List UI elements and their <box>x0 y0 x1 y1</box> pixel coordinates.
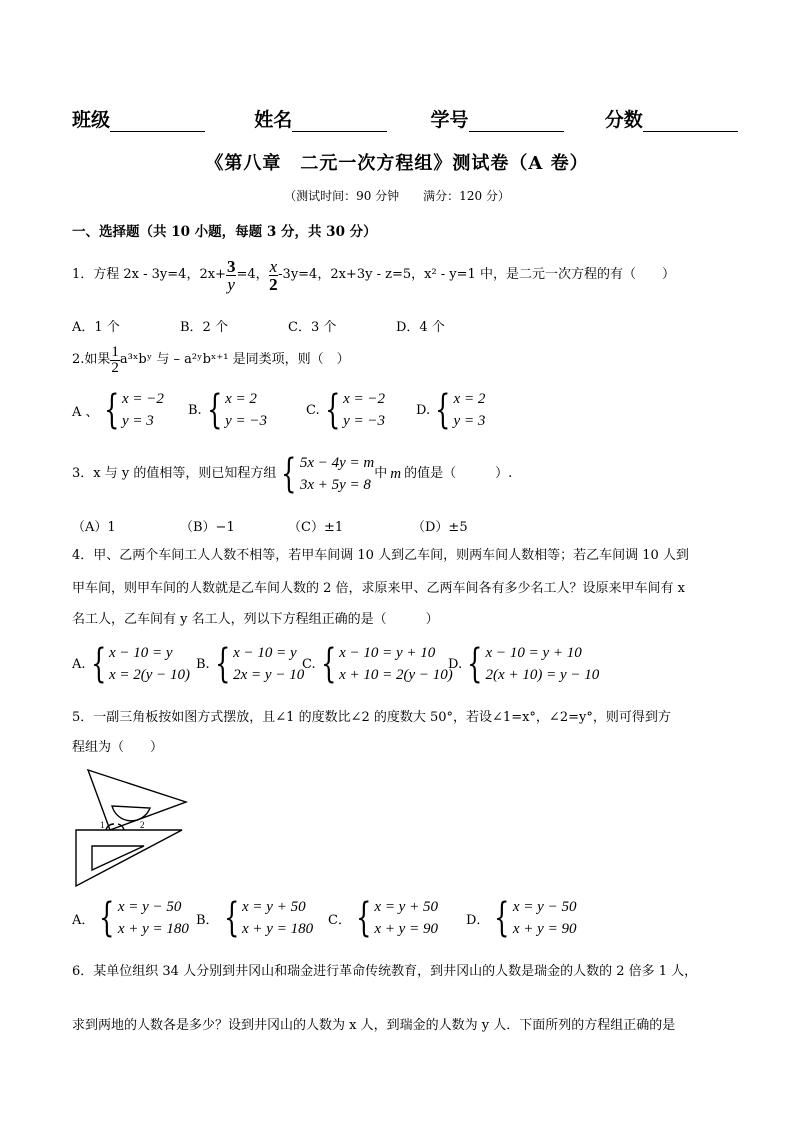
exam-title: 《第八章 二元一次方程组》测试卷（A 卷） <box>205 153 589 174</box>
q4-option-b[interactable]: B. { x − 10 = y 2x = y − 10 <box>196 641 305 687</box>
section-heading: 一、选择题（共 10 小题，每题 3 分，共 30 分） <box>72 224 377 240</box>
q2-option-a-system: { x = −2 y = 3 <box>103 387 164 433</box>
angle-2-label: 2 <box>140 820 145 830</box>
q1-prefix: 1．方程 2x - 3y=4，2x+ <box>72 267 226 282</box>
class-label: 班级 <box>72 109 111 131</box>
q1-mid: =4， <box>236 267 269 282</box>
q2-option-a[interactable]: A 、 { x = −2 y = 3 <box>72 387 164 433</box>
score-label: 分数 <box>604 109 643 131</box>
q5-option-b[interactable]: B． { x = y + 50 x + y = 180 <box>196 895 314 941</box>
angle-1-label: 1 <box>100 820 105 830</box>
q5-line-1: 5．一副三角板按如图方式摆放，且∠1 的度数比∠2 的度数大 50°，若设∠1=x°，∠2=y°，则可得到方 <box>72 710 671 725</box>
q2-option-c-system: { x = −2 y = −3 <box>324 387 385 433</box>
name-label: 姓名 <box>254 109 293 131</box>
q4-line-3: 名工人，乙车间有 y 名工人，列以下方程组正确的是（ ） <box>72 612 439 627</box>
q5-line-2: 程组为（ ） <box>72 740 164 755</box>
q4-option-d[interactable]: D. { x − 10 = y + 10 2(x + 10) = y − 10 <box>448 641 600 687</box>
q5-option-a[interactable]: A． { x = y − 50 x + y = 180 <box>72 895 189 941</box>
score-blank[interactable] <box>643 111 738 132</box>
q3-option-d[interactable]: （D）±5 <box>412 520 468 535</box>
q2-option-d[interactable]: D. { x = 2 y = 3 <box>416 387 486 433</box>
number-blank[interactable] <box>469 111 564 132</box>
name-blank[interactable] <box>292 111 387 132</box>
q3-option-a[interactable]: （A）1 <box>72 520 116 535</box>
q6-line-1: 6．某单位组织 34 人分别到井冈山和瑞金进行革命传统教育，到井冈山的人数是瑞金的人数的 2 倍多 1 人， <box>72 964 698 979</box>
q4-option-c[interactable]: C. { x − 10 = y + 10 x + 10 = 2(y − 10) <box>302 641 453 687</box>
q2-fraction: $\frac{1}{2}$ <box>111 343 119 376</box>
set-square-figure <box>70 764 190 888</box>
q3-option-b[interactable]: （B）−1 <box>180 520 235 535</box>
protractor-cutout <box>112 806 150 821</box>
q2-prefix: 2.如果 <box>72 352 111 367</box>
q3-variable-m: m <box>390 466 402 482</box>
q1-suffix: -3y=4，2x+3y - z=5，x² - y=1 中，是二元一次方程的有（ ） <box>278 267 675 282</box>
q5-option-c[interactable]: C． { x = y + 50 x + y = 90 <box>328 895 438 941</box>
q3-system: { 5x − 4y = m 3x + 5y = 8 <box>281 451 375 497</box>
question-3: 3．x 与 y 的值相等，则已知程方组 { 5x − 4y = m 3x + 5y = 8 中 m 的值是（ ）. <box>72 451 513 497</box>
q1-option-a[interactable]: A．1 个 <box>72 320 120 335</box>
exam-subtitle: （测试时间：90 分钟 满分：120 分） <box>284 189 510 203</box>
question-1 <box>72 252 675 298</box>
q3-prefix: 3．x 与 y 的值相等，则已知程方组 <box>72 466 277 481</box>
q1-option-b[interactable]: B．2 个 <box>180 320 228 335</box>
class-blank[interactable] <box>110 111 205 132</box>
q3-suffix: 的值是（ ）. <box>404 466 513 481</box>
q2-option-d-system: { x = 2 y = 3 <box>435 387 486 433</box>
q2-option-b-system: { x = 2 y = −3 <box>206 387 268 433</box>
q1-option-d[interactable]: D．4 个 <box>396 320 445 335</box>
q1-fraction-1: $\frac{3}{y}$ <box>226 256 236 294</box>
q2-option-c[interactable]: C. { x = −2 y = −3 <box>306 387 385 433</box>
q4-line-2: 甲车间，则甲车间的人数就是乙车间人数的 2 倍，求原来甲、乙两车间各有多少名工人？设原来甲车间有 x <box>72 581 686 596</box>
q2-option-b[interactable]: B. { x = 2 y = −3 <box>188 387 268 433</box>
q3-option-c[interactable]: （C）±1 <box>288 520 344 535</box>
q2-text: a³ˣbʸ 与 – a²ʸbˣ⁺¹ 是同类项，则（ ） <box>119 352 350 367</box>
q4-option-a[interactable]: A. { x − 10 = y x = 2(y − 10) <box>72 641 191 687</box>
inner-triangle-cutout <box>92 846 144 870</box>
number-label: 学号 <box>430 109 469 131</box>
header-row <box>72 105 738 132</box>
question-2 <box>72 342 350 378</box>
q1-option-c[interactable]: C．3 个 <box>288 320 337 335</box>
q5-option-d[interactable]: D． { x = y − 50 x + y = 90 <box>466 895 577 941</box>
q6-line-2: 求到两地的人数各是多少？设到井冈山的人数为 x 人，到瑞金的人数为 y 人．下面所列的方程组正确的是 <box>72 1018 676 1033</box>
q4-line-1: 4．甲、乙两个车间工人人数不相等，若甲车间调 10 人到乙车间，则两车间人数相等；若乙车间调 10 人到 <box>72 548 689 563</box>
q1-fraction-2: $\frac{x}{2}$ <box>269 256 278 294</box>
